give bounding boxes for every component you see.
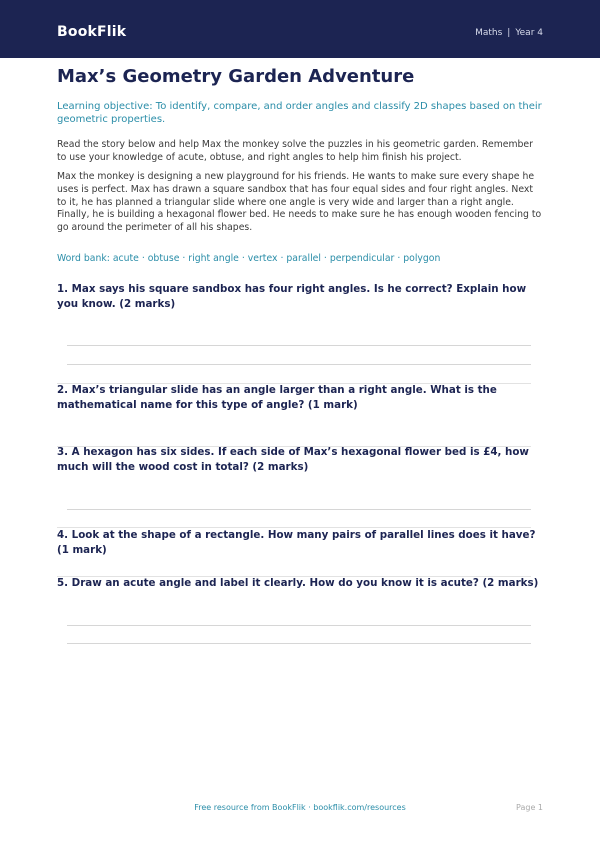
brand-logo: BookFlik — [57, 24, 127, 40]
question-3: 3. A hexagon has six sides. If each side of Max’s hexagonal flower bed is £4, how much will the wood cost in total? (2 marks) — [57, 446, 529, 473]
subject-label: Maths — [475, 28, 503, 38]
footer-source: Free resource from BookFlik · bookflik.com/resources — [194, 803, 406, 812]
year-label: Year 4 — [515, 28, 543, 38]
answer-line[interactable] — [67, 345, 531, 346]
learning-objective: Learning objective: To identify, compare, and order angles and classify 2D shapes based on their geometric properties. — [57, 101, 542, 125]
answer-line[interactable] — [67, 364, 531, 365]
page-header — [0, 0, 600, 58]
answer-line[interactable] — [67, 509, 531, 510]
page-number: Page 1 — [516, 803, 543, 812]
question-1: 1. Max says his square sandbox has four right angles. Is he correct? Explain how you know. (2 marks) — [57, 283, 527, 310]
story-paragraph: Max the monkey is designing a new playground for his friends. He wants to make sure every shape he uses is perfect. Max has drawn a square sandbox that has four equal sides and four right angles. Next to it, he has planned a triangular slide where one angle is very wide and larger than a right angle. Finally, he is building a hexagonal flower bed. He needs to make sure he has enough wooden fencing to go around the perimeter of all his shapes. — [57, 171, 542, 234]
worksheet-title: Max’s Geometry Garden Adventure — [57, 66, 415, 87]
word-bank: Word bank: acute · obtuse · right angle · vertex · parallel · perpendicular · polygon — [57, 253, 441, 264]
intro-paragraph: Read the story below and help Max the monkey solve the puzzles in his geometric garden. Remember to use your knowledge of acute, obtuse, and right angles to help him finish his project. — [57, 139, 533, 163]
answer-line[interactable] — [67, 625, 531, 626]
meta-separator: | — [507, 28, 511, 38]
subject-year-label — [475, 26, 543, 40]
answer-line[interactable] — [67, 643, 531, 644]
question-2: 2. Max’s triangular slide has an angle larger than a right angle. What is the mathematical name for this type of angle? (1 mark) — [57, 384, 497, 411]
question-5: 5. Draw an acute angle and label it clearly. How do you know it is acute? (2 marks) — [57, 577, 539, 589]
question-4: 4. Look at the shape of a rectangle. How many pairs of parallel lines does it have? (1 mark) — [57, 529, 536, 556]
